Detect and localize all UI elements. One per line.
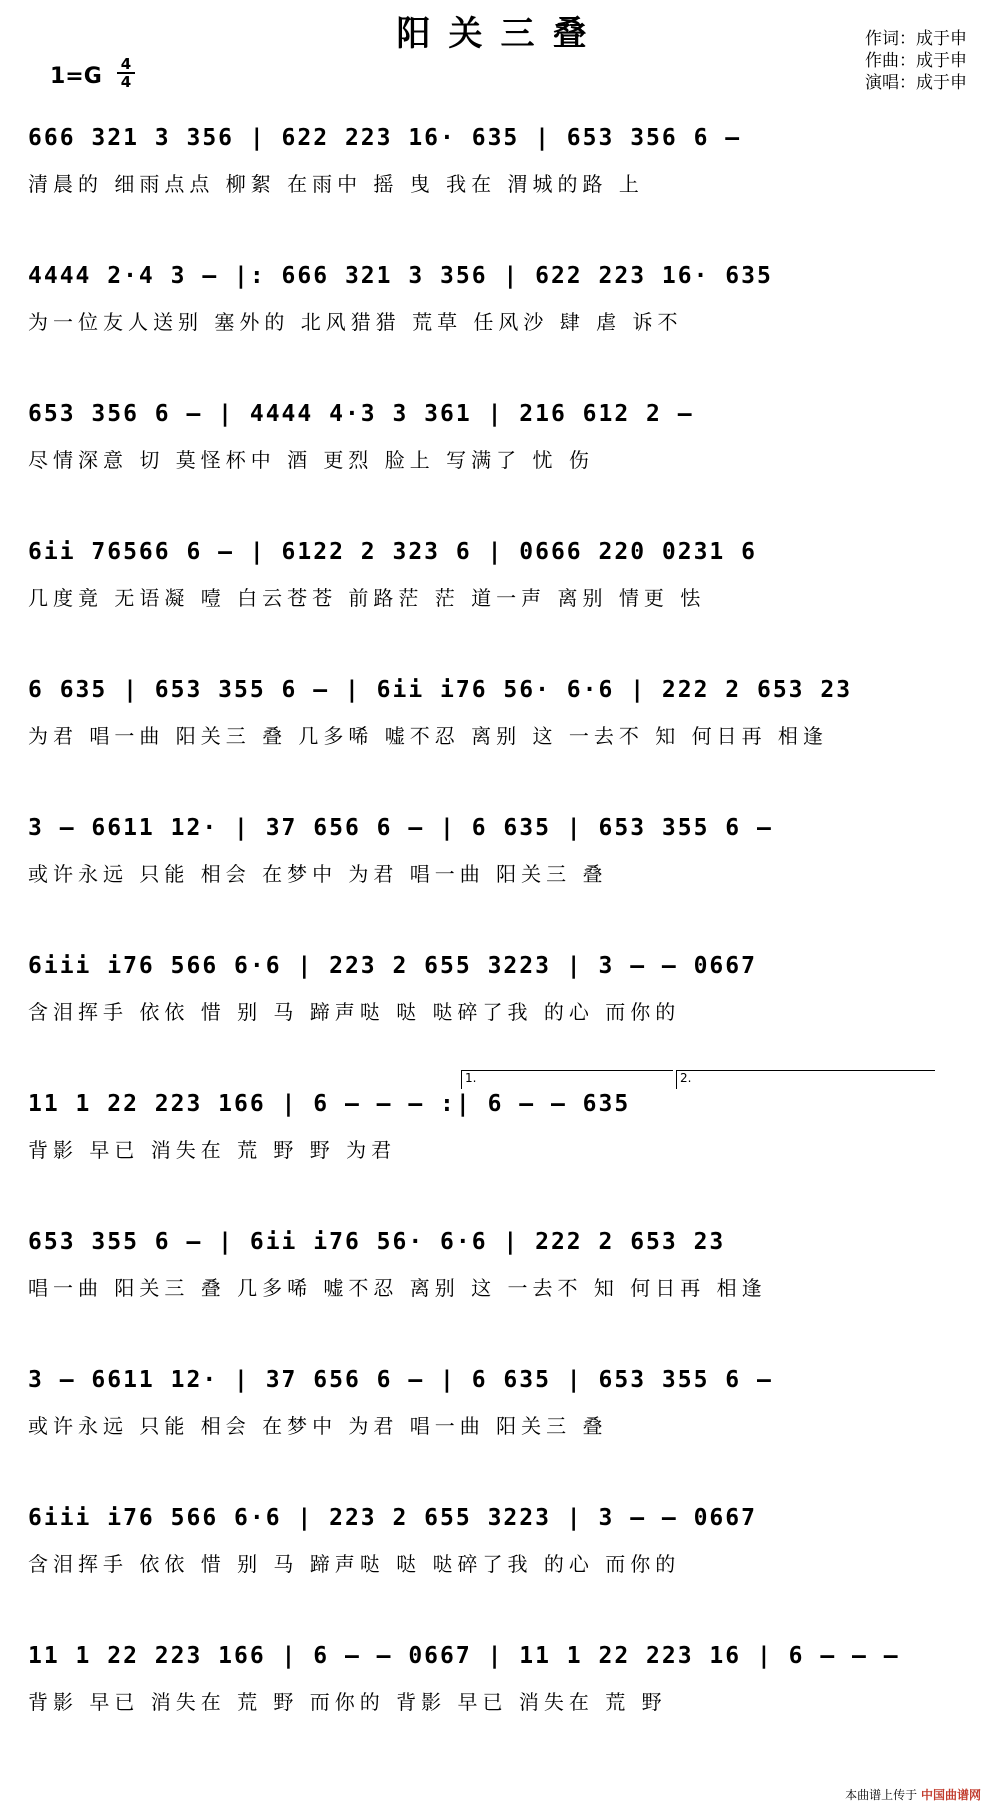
key-signature: 1=G — [50, 64, 102, 89]
score-row — [28, 1498, 973, 1577]
time-signature — [117, 56, 135, 90]
score-row — [28, 670, 973, 749]
score-row — [28, 118, 973, 197]
notation-line: 653 355 6 – | 6ii i76 56· 6·6 | 222 2 653 23 — [28, 1229, 726, 1255]
score-row — [28, 394, 973, 473]
lyric-line: 唱一曲 阳关三 叠 几多唏 嘘不忍 离别 这 一去不 知 何日再 相逢 — [28, 1276, 767, 1300]
lyric-line: 为君 唱一曲 阳关三 叠 几多唏 嘘不忍 离别 这 一去不 知 何日再 相逢 — [28, 724, 828, 748]
meter-bottom: 4 — [117, 72, 135, 90]
score-title: 阳关三叠 — [396, 14, 605, 54]
composer-credit: 作曲：成于申 — [865, 51, 967, 71]
lyric-line: 尽情深意 切 莫怪杯中 酒 更烈 脸上 写满了 忧 伤 — [28, 448, 594, 472]
score-row — [28, 1360, 973, 1439]
volta-first: 1. — [461, 1070, 673, 1089]
lyric-line: 为一位友人送别 塞外的 北风猎猎 荒草 任风沙 肆 虐 诉不 — [28, 310, 683, 334]
lyric-line: 或许永远 只能 相会 在梦中 为君 唱一曲 阳关三 叠 — [28, 862, 608, 886]
notation-line: 653 356 6 – | 4444 4·3 3 361 | 216 612 2 – — [28, 401, 694, 427]
lyric-line: 背影 早已 消失在 荒 野 野 为君 — [28, 1138, 397, 1162]
score-row — [28, 946, 973, 1025]
score-row — [28, 1071, 973, 1163]
lyric-line: 几度竟 无语凝 噎 白云苍苍 前路茫 茫 道一声 离别 情更 怯 — [28, 586, 706, 610]
upload-footer — [845, 1786, 981, 1803]
notation-line: 4444 2·4 3 – |: 666 321 3 356 | 622 223 16· 635 — [28, 263, 773, 289]
meter-top: 4 — [120, 55, 132, 73]
lyric-line: 含泪挥手 依依 惜 别 马 蹄声哒 哒 哒碎了我 的心 而你的 — [28, 1552, 681, 1576]
notation-line: 6ii 76566 6 – | 6122 2 323 6 | 0666 220 0231 6 — [28, 539, 757, 565]
lyric-line: 背影 早已 消失在 荒 野 而你的 背影 早已 消失在 荒 野 — [28, 1690, 667, 1714]
score-row — [28, 1222, 973, 1301]
footer-text: 本曲谱上传于 — [845, 1788, 918, 1802]
notation-line: 6iii i76 566 6·6 | 223 2 655 3223 | 3 – – 0667 — [28, 1505, 757, 1531]
score-row — [28, 1636, 973, 1715]
credits — [865, 28, 967, 94]
notation-line: 3 – 6611 12· | 37 656 6 – | 6 635 | 653 355 6 – — [28, 1367, 773, 1393]
notation-line: 6iii i76 566 6·6 | 223 2 655 3223 | 3 – – 0667 — [28, 953, 757, 979]
notation-line: 3 – 6611 12· | 37 656 6 – | 6 635 | 653 355 6 – — [28, 815, 773, 841]
singer-credit: 演唱：成于申 — [865, 73, 967, 93]
notation-line: 6 635 | 653 355 6 – | 6ii i76 56· 6·6 | 222 2 653 23 — [28, 677, 853, 703]
notation-line: 11 1 22 223 166 | 6 – – – :| 6 – – 635 — [28, 1091, 631, 1117]
score-row — [28, 808, 973, 887]
volta-second: 2. — [676, 1070, 935, 1089]
lyric-line: 清晨的 细雨点点 柳絮 在雨中 摇 曳 我在 渭城的路 上 — [28, 172, 644, 196]
lyricist-credit: 作词：成于申 — [865, 29, 967, 49]
lyric-line: 含泪挥手 依依 惜 别 马 蹄声哒 哒 哒碎了我 的心 而你的 — [28, 1000, 681, 1024]
notation-line: 11 1 22 223 166 | 6 – – 0667 | 11 1 22 223 16 | 6 – – – — [28, 1643, 900, 1669]
score-row — [28, 256, 973, 335]
site-logo[interactable]: 中国曲谱网 — [920, 1788, 981, 1802]
lyric-line: 或许永远 只能 相会 在梦中 为君 唱一曲 阳关三 叠 — [28, 1414, 608, 1438]
notation-line: 666 321 3 356 | 622 223 16· 635 | 653 356 6 – — [28, 125, 742, 151]
score-row — [28, 532, 973, 611]
